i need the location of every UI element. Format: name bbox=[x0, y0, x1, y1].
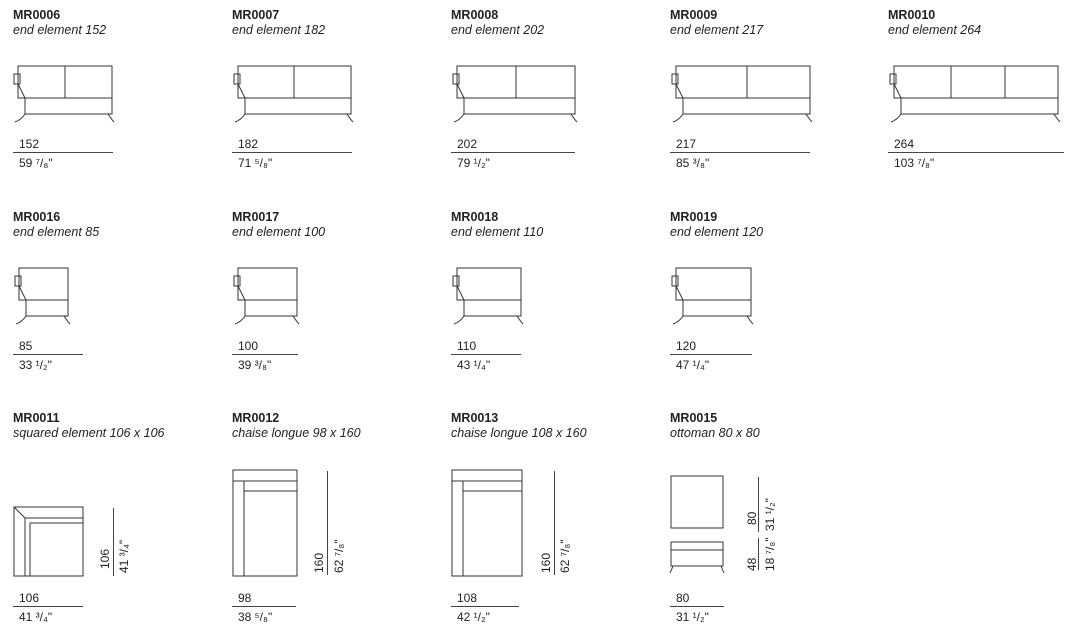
depth-inch: 62 ⁷/₈" bbox=[332, 539, 346, 573]
sofa-front-drawing bbox=[670, 266, 755, 326]
depth-inch: 31 ¹/₂" bbox=[763, 498, 777, 531]
item-description: end element 202 bbox=[451, 23, 545, 37]
height-inch: 18 ⁷/₈" bbox=[763, 537, 777, 571]
sofa-front-drawing bbox=[451, 64, 581, 124]
dimension-line bbox=[13, 606, 83, 607]
sofa-front-drawing bbox=[232, 64, 357, 124]
width-cm: 106 bbox=[19, 591, 40, 605]
dimension-line bbox=[13, 152, 113, 153]
dimension-line bbox=[232, 606, 296, 607]
width-cm: 98 bbox=[238, 591, 252, 605]
width-inch: 85 ³/₈" bbox=[676, 156, 710, 170]
item-code: MR0015 bbox=[670, 411, 718, 425]
width-inch: 38 ⁵/₈" bbox=[238, 610, 273, 624]
width-inch: 59 ⁷/₈" bbox=[19, 156, 53, 170]
item-code: MR0013 bbox=[451, 411, 499, 425]
item-description: end element 85 bbox=[13, 225, 100, 239]
item-code: MR0010 bbox=[888, 8, 936, 22]
item-description: end element 264 bbox=[888, 23, 982, 37]
sofa-front-drawing bbox=[13, 64, 123, 124]
sofa-front-drawing bbox=[888, 64, 1063, 124]
width-inch: 41 ³/₄" bbox=[19, 610, 53, 624]
sofa-front-drawing bbox=[232, 266, 302, 326]
width-cm: 264 bbox=[894, 137, 915, 151]
width-cm: 120 bbox=[676, 339, 697, 353]
item-description: end element 217 bbox=[670, 23, 764, 37]
item-description: chaise longue 108 x 160 bbox=[451, 426, 587, 440]
item-description: end element 110 bbox=[451, 225, 544, 239]
item-code: MR0017 bbox=[232, 210, 280, 224]
width-inch: 103 ⁷/₈" bbox=[894, 156, 935, 170]
depth-dimension-line bbox=[327, 471, 328, 575]
depth-dimension-line bbox=[554, 471, 555, 575]
dimension-line bbox=[670, 606, 724, 607]
corner-plan-drawing bbox=[13, 506, 88, 578]
dimension-line bbox=[888, 152, 1064, 153]
item-description: end element 152 bbox=[13, 23, 107, 37]
item-description: ottoman 80 x 80 bbox=[670, 426, 760, 440]
item-code: MR0011 bbox=[13, 411, 60, 425]
depth-inch: 41 ³/₄" bbox=[117, 539, 131, 573]
ottoman-plan-drawing bbox=[670, 475, 730, 533]
item-description: end element 120 bbox=[670, 225, 764, 239]
depth-cm: 80 bbox=[745, 511, 759, 525]
width-inch: 47 ¹/₄" bbox=[676, 358, 710, 372]
width-cm: 85 bbox=[19, 339, 33, 353]
width-inch: 31 ¹/₂" bbox=[676, 610, 709, 624]
item-code: MR0018 bbox=[451, 210, 499, 224]
width-cm: 100 bbox=[238, 339, 259, 353]
width-inch: 43 ¹/₄" bbox=[457, 358, 491, 372]
dimension-line bbox=[13, 354, 83, 355]
width-inch: 39 ³/₈" bbox=[238, 358, 272, 372]
width-cm: 152 bbox=[19, 137, 40, 151]
dimension-line bbox=[451, 606, 519, 607]
item-code: MR0009 bbox=[670, 8, 718, 22]
item-description: end element 182 bbox=[232, 23, 326, 37]
ottoman-front-drawing bbox=[670, 541, 730, 576]
width-cm: 182 bbox=[238, 137, 259, 151]
width-inch: 79 ¹/₂" bbox=[457, 156, 490, 170]
dimension-line bbox=[670, 354, 752, 355]
item-code: MR0008 bbox=[451, 8, 499, 22]
width-cm: 108 bbox=[457, 591, 478, 605]
width-inch: 42 ¹/₂" bbox=[457, 610, 490, 624]
item-description: chaise longue 98 x 160 bbox=[232, 426, 361, 440]
chaise-plan-drawing bbox=[451, 469, 526, 579]
depth-dimension-line bbox=[113, 508, 114, 576]
item-code: MR0012 bbox=[232, 411, 280, 425]
dimension-line bbox=[232, 152, 352, 153]
item-code: MR0019 bbox=[670, 210, 718, 224]
sofa-front-drawing bbox=[670, 64, 815, 124]
item-code: MR0006 bbox=[13, 8, 61, 22]
width-cm: 80 bbox=[676, 591, 690, 605]
width-cm: 217 bbox=[676, 137, 697, 151]
depth-inch: 62 ⁷/₈" bbox=[558, 539, 572, 573]
sofa-front-drawing bbox=[13, 266, 73, 326]
width-cm: 202 bbox=[457, 137, 478, 151]
width-inch: 71 ⁵/₈" bbox=[238, 156, 273, 170]
sofa-front-drawing bbox=[451, 266, 526, 326]
dimension-line bbox=[670, 152, 810, 153]
dimension-line bbox=[451, 152, 575, 153]
dimension-line bbox=[451, 354, 521, 355]
item-description: end element 100 bbox=[232, 225, 326, 239]
item-description: squared element 106 x 106 bbox=[13, 426, 165, 440]
chaise-plan-drawing bbox=[232, 469, 302, 579]
depth-cm: 106 bbox=[98, 548, 112, 569]
width-cm: 110 bbox=[457, 339, 477, 353]
dimension-line bbox=[232, 354, 298, 355]
depth-cm: 160 bbox=[312, 552, 326, 573]
width-inch: 33 ¹/₂" bbox=[19, 358, 52, 372]
height-cm: 48 bbox=[745, 557, 759, 571]
item-code: MR0016 bbox=[13, 210, 61, 224]
item-code: MR0007 bbox=[232, 8, 280, 22]
depth-cm: 160 bbox=[539, 552, 553, 573]
